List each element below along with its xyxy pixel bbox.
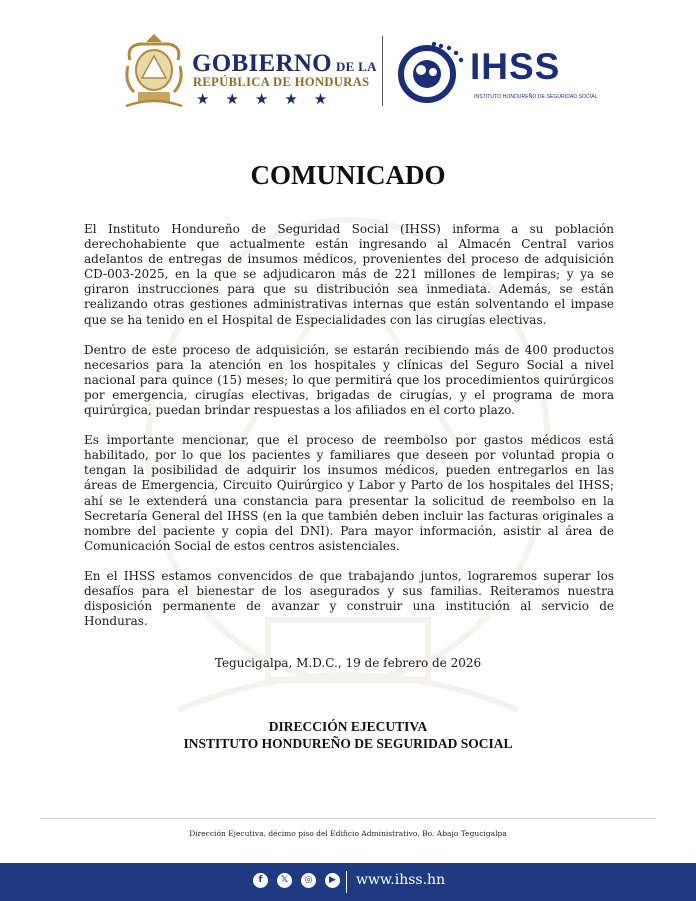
signature-line-2: INSTITUTO HONDUREÑO DE SEGURIDAD SOCIAL xyxy=(183,736,513,751)
ihss-logo-icon xyxy=(393,38,469,104)
facebook-icon[interactable]: f xyxy=(253,873,268,888)
government-title xyxy=(192,50,377,78)
header-divider xyxy=(382,36,383,106)
government-stars: ★★★★★ xyxy=(196,90,344,108)
x-icon[interactable]: 𝕏 xyxy=(277,873,292,888)
government-title-suffix: DE LA xyxy=(335,59,377,74)
youtube-icon[interactable]: ▶ xyxy=(325,873,340,888)
letterhead xyxy=(0,0,696,130)
footer-bar xyxy=(0,863,696,901)
government-title-main: GOBIERNO xyxy=(192,50,332,77)
website-link[interactable]: www.ihss.hn xyxy=(356,872,446,888)
date-line: Tegucigalpa, M.D.C., 19 de febrero de 2026 xyxy=(214,656,482,670)
ihss-full-name: INSTITUTO HONDUREÑO DE SEGURIDAD SOCIAL xyxy=(474,94,598,100)
body-paragraph: Es importante mencionar, que el proceso de reembolso por gastos médicos está habilitado, por lo que los pacientes y familiares que deseen por voluntad propia o tengan la posibilidad de adquirir los insumos médicos, pueden entregarlos en las áreas de Emergencia, Circuito Quirúrgico y Labor y Parto de los hospitales del IHSS; ahí se le extenderá una constancia para presentar la solicitud de reembolso en la Secretaría General del IHSS (en la que también deben incluir las facturas originales a nombre del paciente y copia del DNI). Para mayor información, asistir al área de Comunicación Social de estos centros asistenciales. xyxy=(84,433,614,553)
document-body xyxy=(84,222,614,644)
body-paragraph: El Instituto Hondureño de Seguridad Social (IHSS) informa a su población derechohabiente que actualmente están ingresando al Almacén Central varios adelantos de entregas de insumos médicos, provenientes del proceso de adquisición CD-003-2025, en la que se adjudicaron más de 221 millones de lempiras; y ya se giraron instrucciones para que su distribución sea inmediata. Además, se están realizando otras gestiones administrativas internas que están solventando el impase que se ha tenido en el Hospital de Especialidades con las cirugías electivas. xyxy=(84,222,614,327)
signature-block xyxy=(0,718,696,752)
document-title: COMUNICADO xyxy=(250,160,446,190)
instagram-icon[interactable]: ◎ xyxy=(301,873,316,888)
government-subtitle: REPÚBLICA DE HONDURAS xyxy=(193,75,370,89)
footer-divider xyxy=(40,818,656,819)
body-paragraph: En el IHSS estamos convencidos de que trabajando juntos, lograremos superar los desafíos para el bienestar de los asegurados y sus familias. Reiteramos nuestra disposición permanente de avanzar y construir una institución al servicio de Honduras. xyxy=(84,568,614,629)
honduras-coat-of-arms-icon xyxy=(122,30,186,108)
signature-line-1: DIRECCIÓN EJECUTIVA xyxy=(268,719,428,734)
footer-separator xyxy=(346,871,347,893)
footer-address: Dirección Ejecutiva, décimo piso del Edificio Administrativo, Bo. Abajo Tegucigalpa xyxy=(189,829,507,838)
body-paragraph: Dentro de este proceso de adquisición, se estarán recibiendo más de 400 productos necesarios para la atención en los hospitales y clínicas del Seguro Social a nivel nacional para quince (15) meses; lo que permitirá que los procedimientos quirúrgicos por emergencia, cirugías electivas, brigadas de cirugías, y el programa de mora quirúrgica, puedan brindar respuestas a los afiliados en el corto plazo. xyxy=(84,342,614,418)
ihss-wordmark: IHSS xyxy=(470,46,561,87)
